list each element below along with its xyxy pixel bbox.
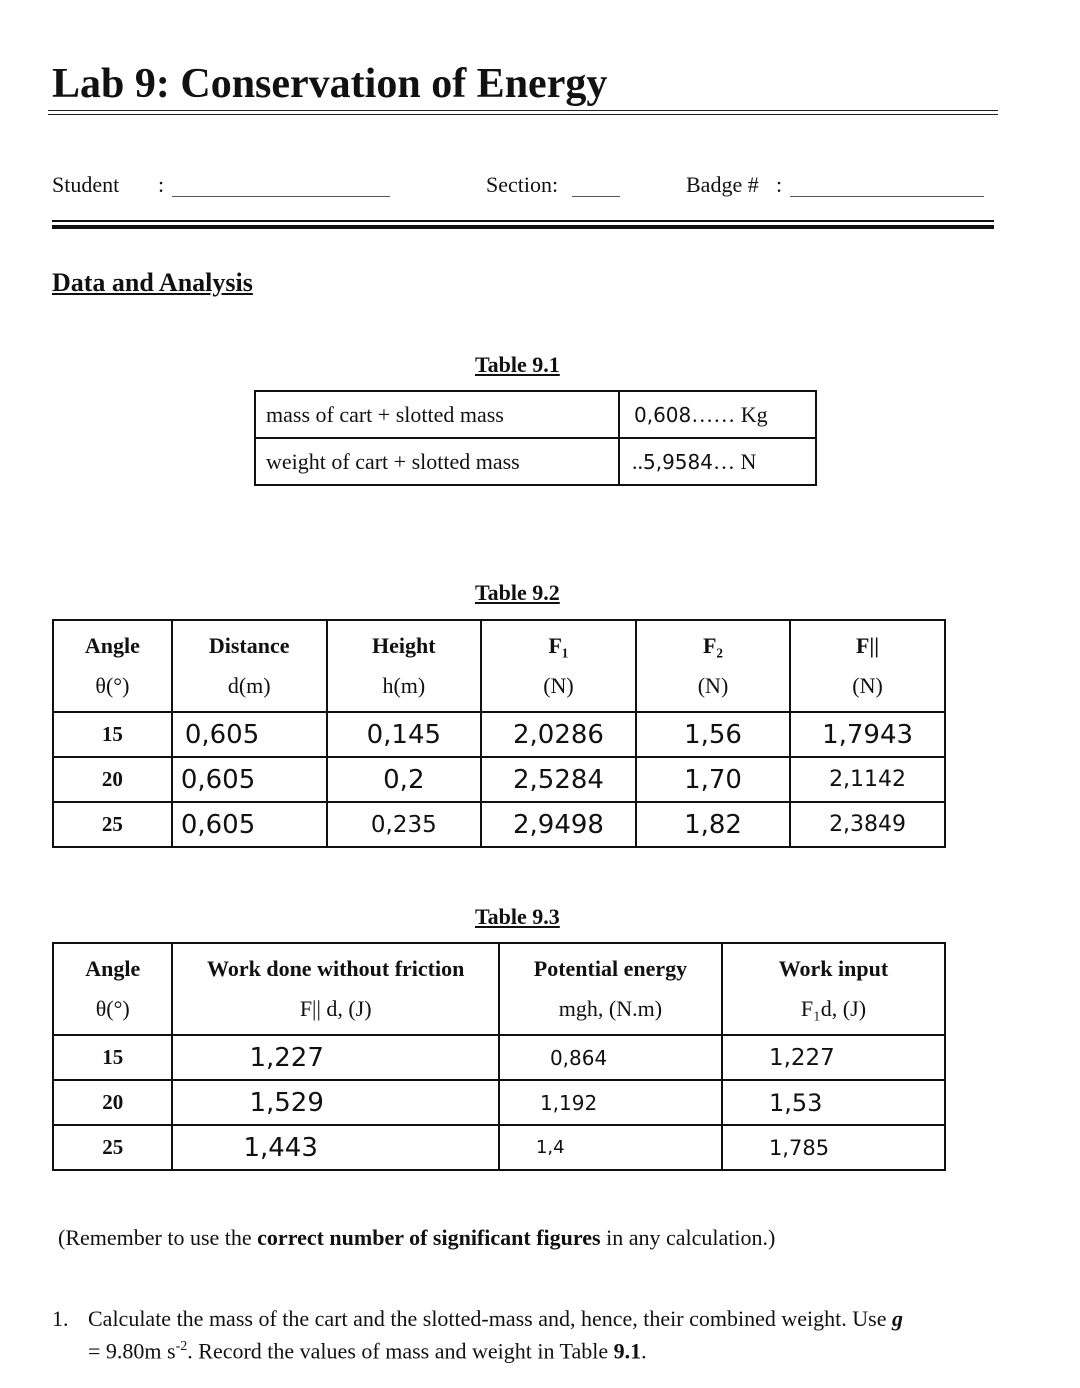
fpar-cell[interactable]: 2,3849	[790, 802, 945, 847]
header-work-no-friction: Work done without friction F|| d, (J)	[172, 943, 498, 1035]
pe-cell[interactable]: 0,864	[499, 1035, 722, 1080]
pe-cell[interactable]: 1,4	[499, 1125, 722, 1170]
mass-value: 0,608	[634, 402, 692, 427]
header-work-input: Work input F₁d, (J)	[722, 943, 945, 1035]
table-row	[53, 757, 945, 802]
table-row	[53, 1125, 945, 1170]
badge-colon: :	[776, 172, 783, 197]
table-row	[53, 802, 945, 847]
pe-cell[interactable]: 1,192	[499, 1080, 722, 1125]
header-fpar: F|| (N)	[790, 620, 945, 712]
header-angle: Angle θ(°)	[53, 620, 172, 712]
table-9-1-caption: Table 9.1	[475, 352, 560, 377]
table-row	[255, 391, 816, 438]
table-row	[255, 438, 816, 485]
angle-cell: 20	[53, 1080, 172, 1125]
f2-cell[interactable]: 1,82	[636, 802, 790, 847]
section-label: Section:	[486, 172, 559, 197]
header-rule-thick	[52, 225, 994, 229]
student-colon: :	[158, 172, 165, 197]
title-rule-top	[48, 110, 998, 111]
distance-cell[interactable]: 0,605	[172, 802, 327, 847]
f1-cell[interactable]: 2,0286	[481, 712, 636, 757]
angle-cell: 25	[53, 1125, 172, 1170]
angle-cell: 15	[53, 1035, 172, 1080]
fpar-cell[interactable]: 2,1142	[790, 757, 945, 802]
table-header-row	[53, 620, 945, 712]
distance-cell[interactable]: 0,605	[172, 757, 327, 802]
table-row	[53, 712, 945, 757]
page-title: Lab 9: Conservation of Energy	[52, 61, 608, 107]
fpar-cell[interactable]: 1,7943	[790, 712, 945, 757]
weight-value-cell[interactable]	[619, 438, 816, 485]
mass-unit: Kg	[740, 401, 768, 427]
table-row	[53, 1035, 945, 1080]
work-cell[interactable]: 1,443	[172, 1125, 498, 1170]
header-f1: F₁ (N)	[481, 620, 636, 712]
table-9-1	[254, 390, 817, 486]
distance-cell[interactable]: 0,605	[172, 712, 327, 757]
header-distance: Distance d(m)	[172, 620, 327, 712]
table-9-2	[52, 619, 946, 848]
header-angle: Angle θ(°)	[53, 943, 172, 1035]
badge-label: Badge #	[686, 172, 759, 197]
header-rule-thin	[52, 220, 994, 222]
f2-cell[interactable]: 1,56	[636, 712, 790, 757]
weight-value: 5,9584	[643, 449, 713, 474]
table-9-2-caption: Table 9.2	[475, 580, 560, 605]
section-heading: Data and Analysis	[52, 268, 253, 297]
mass-label: mass of cart + slotted mass	[255, 391, 619, 438]
table-header-row	[53, 943, 945, 1035]
header-height: Height h(m)	[327, 620, 482, 712]
table-row	[53, 1080, 945, 1125]
height-cell[interactable]: 0,145	[327, 712, 482, 757]
f1-cell[interactable]: 2,5284	[481, 757, 636, 802]
weight-label: weight of cart + slotted mass	[255, 438, 619, 485]
question-number: 1.	[52, 1306, 69, 1331]
input-cell[interactable]: 1,227	[722, 1035, 945, 1080]
input-cell[interactable]: 1,53	[722, 1080, 945, 1125]
weight-prefix: ..	[632, 448, 643, 474]
weight-unit: N	[740, 448, 757, 474]
weight-dots: …	[712, 448, 735, 474]
f1-cell[interactable]: 2,9498	[481, 802, 636, 847]
height-cell[interactable]: 0,235	[327, 802, 482, 847]
angle-cell: 25	[53, 802, 172, 847]
work-cell[interactable]: 1,529	[172, 1080, 498, 1125]
badge-blank[interactable]	[790, 196, 984, 197]
student-label: Student	[52, 172, 120, 197]
header-f2: F₂ (N)	[636, 620, 790, 712]
angle-cell: 20	[53, 757, 172, 802]
table-9-3	[52, 942, 946, 1171]
header-potential-energy: Potential energy mgh, (N.m)	[499, 943, 722, 1035]
work-cell[interactable]: 1,227	[172, 1035, 498, 1080]
question-text: Calculate the mass of the cart and the slotted-mass and, hence, their combined weight. Use g = 9.80m $s^{-2}$. Record the values of mass and weight in Table 9.1.	[88, 1306, 903, 1364]
angle-cell: 15	[53, 712, 172, 757]
student-blank[interactable]	[172, 196, 390, 197]
mass-value-cell[interactable]	[619, 391, 816, 438]
f2-cell[interactable]: 1,70	[636, 757, 790, 802]
table-9-3-caption: Table 9.3	[475, 904, 560, 929]
input-cell[interactable]: 1,785	[722, 1125, 945, 1170]
question-1	[52, 1305, 1002, 1365]
sig-fig-note: (Remember to use the correct number of significant figures in any calculation.)	[58, 1225, 776, 1250]
mass-dots: ……	[691, 401, 736, 427]
section-blank[interactable]	[572, 196, 620, 197]
title-rule-bottom	[48, 114, 998, 115]
height-cell[interactable]: 0,2	[327, 757, 482, 802]
